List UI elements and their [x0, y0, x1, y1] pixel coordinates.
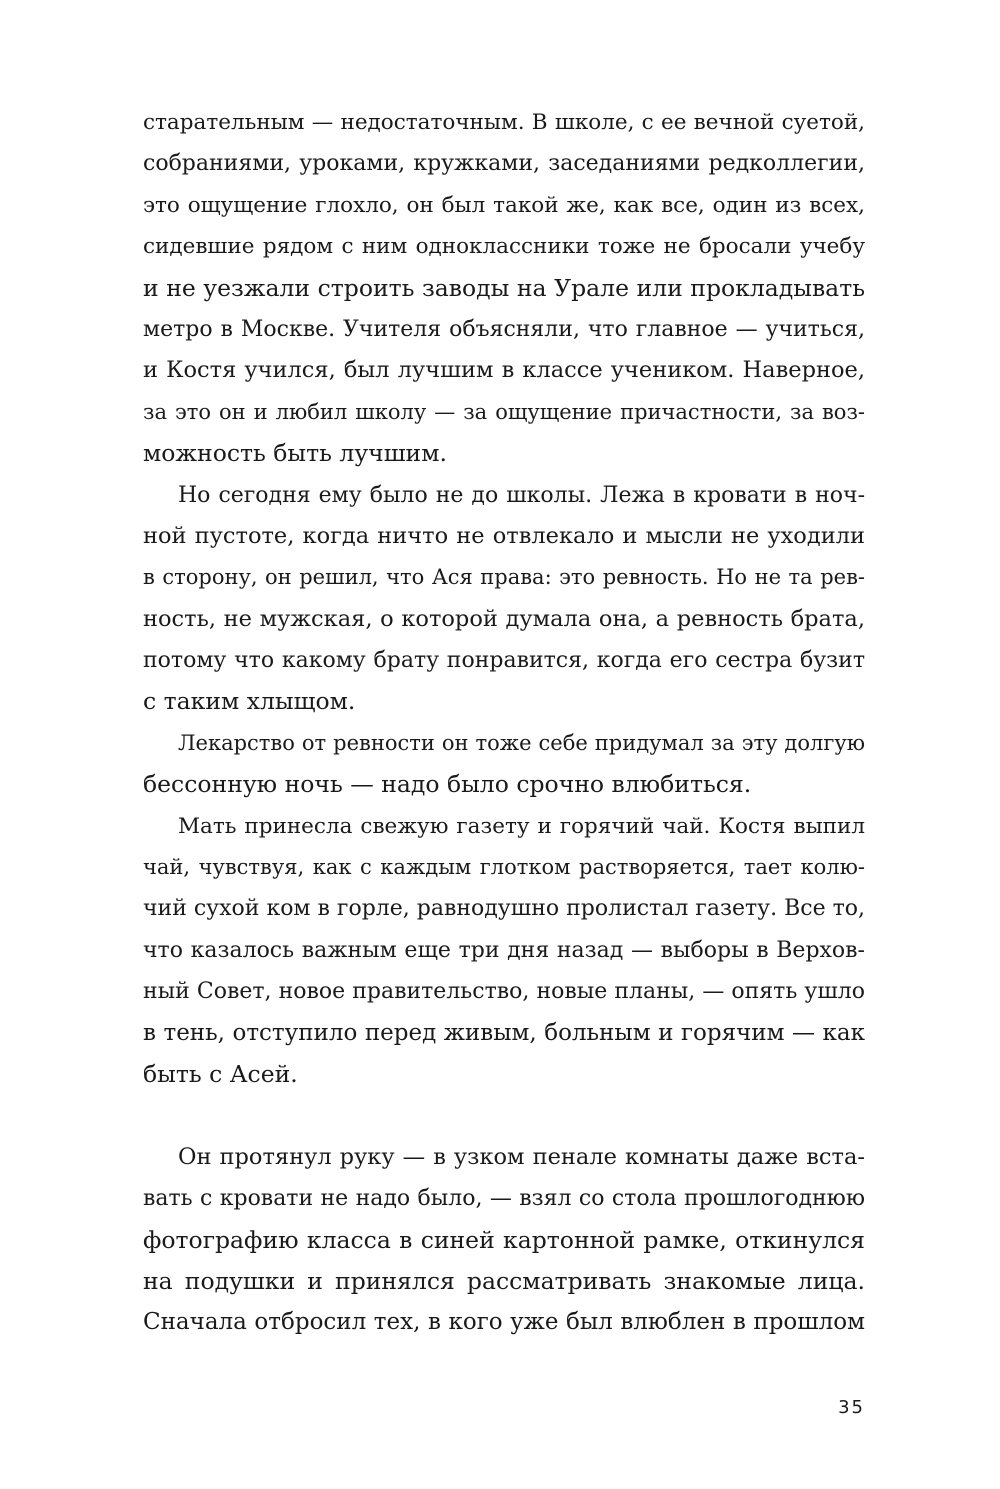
text-line: фотографию класса в синей картонной рамке, откинулся	[143, 1225, 865, 1254]
text-line: за это он и любил школу — за ощущение причастности, за воз-	[143, 399, 865, 424]
text-line: метро в Москве. Учителя объясняли, что главное — учиться,	[143, 316, 865, 342]
text-line: ность, не мужская, о которой думала она, а ревность брата,	[143, 605, 865, 632]
text-line: что казалось важным еще три дня назад — выборы в Верхов-	[143, 937, 865, 963]
text-line: Он протянул руку — в узком пенале комнаты даже вста-	[178, 1143, 865, 1170]
text-line: в сторону, он решил, что Ася права: это ревность. Но не та рев-	[143, 565, 865, 590]
text-line: на подушки и принялся рассматривать знакомые лица.	[143, 1266, 865, 1295]
body-text	[143, 102, 865, 1344]
text-line: можность быть лучшим.	[143, 439, 447, 468]
text-line: вать с кровати не надо было, — взял со стола прошлогоднюю	[143, 1186, 865, 1212]
text-line: с таким хлыщом.	[143, 687, 356, 716]
text-line: сидевшие рядом с ним одноклассники тоже не бросали учебу	[143, 234, 865, 260]
text-line: это ощущение глохло, он был такой же, как все, один из всех,	[143, 192, 865, 218]
text-line: ный Совет, новое правительство, новые планы, — опять ушло	[143, 979, 865, 1005]
text-line: старательным — недостаточным. В школе, с ее вечной суетой,	[143, 110, 865, 135]
text-line: Но сегодня ему было не до школы. Лежа в кровати в ноч-	[178, 482, 865, 508]
text-line: Сначала отбросил тех, в кого уже был влюблен в прошлом	[143, 1309, 865, 1336]
text-line: бессонную ночь — надо было срочно влюбиться.	[143, 770, 752, 799]
section-break	[143, 1095, 865, 1136]
text-line: чай, чувствуя, как с каждым глотком растворяется, тает колю-	[143, 855, 865, 880]
text-line: в тень, отступило перед живым, больным и горячим — как	[143, 1019, 865, 1046]
text-line: собраниями, уроками, кружками, заседаниями редколлегии,	[143, 151, 865, 177]
text-line: и не уезжали строить заводы на Урале или прокладывать	[143, 273, 865, 302]
text-line: потому что какому брату понравится, когда его сестра бузит	[143, 648, 865, 674]
text-line: Лекарство от ревности он тоже себе придумал за эту долгую	[178, 730, 865, 755]
text-line: и Костя учился, был лучшим в классе учеником. Наверное,	[143, 357, 865, 384]
text-line: Мать принесла свежую газету и горячий чай. Костя выпил	[178, 813, 865, 839]
page-number: 35	[838, 1397, 865, 1418]
text-line: чий сухой ком в горле, равнодушно пролистал газету. Все то,	[143, 896, 865, 922]
text-line: ной пустоте, когда ничто не отвлекало и мысли не уходили	[143, 522, 865, 549]
text-line: быть с Асей.	[143, 1059, 298, 1088]
